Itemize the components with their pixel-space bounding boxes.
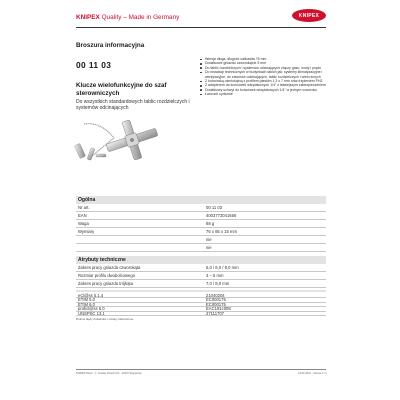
feature-item: Dodatkowe gniazdo czworokątne 5 mm <box>199 61 327 65</box>
product-title: Klucze wielofunkcyjne do szaf sterowniczych <box>76 82 167 97</box>
classification-table <box>76 293 326 316</box>
article-number: 00 11 03 <box>76 60 112 70</box>
header-rule <box>76 27 326 28</box>
table-row: proficl@ss 6.0 EAC191c008 <box>76 307 326 312</box>
document-type: Broszura informacyjna <box>76 42 145 49</box>
footer-page-info: 10.03.2021 · Strona 1 / 1 <box>298 372 327 375</box>
product-subtitle: Do wszystkich standardowych tablic rozdzielczych i systemów odcinających <box>76 99 190 111</box>
feature-item: Z adapterem do końcówek wkrętakowych 1/4" z łatwiejszym zabezpieczeniem <box>199 83 327 87</box>
table-row: Waga 88 g <box>76 220 326 228</box>
feature-item: Wersja długa, długość całkowita 76 mm <box>199 57 327 61</box>
table-row: ETIM 6.0 EC000175 <box>76 303 326 308</box>
table-row: Wymiary 76 x 85 x 15 mm <box>76 228 326 236</box>
footer-company: KNIPEX-Werk · C. Gustav Putsch KG · 42337 Wuppertal <box>76 372 142 375</box>
table-row: nie <box>76 244 326 252</box>
disclaimer-note: Drobne błędy drukarskie i zmiany zastrzeżone. <box>76 317 134 321</box>
section-divider <box>76 290 326 292</box>
table-row: Zakres pracy gniazda czworokąta 5,0 / 6,0 / 8,0 mm <box>76 264 326 272</box>
feature-item: Łańcuch cynkowe <box>199 92 327 96</box>
table-row: UNSPSC 13.1 27111707 <box>76 312 326 317</box>
feature-item: Do tablic rozdzielczych i systemów odcinających złączy gazu, wody i prądu <box>199 66 327 70</box>
feature-item: Do instalacji technicznych w budynkach takich jak: systemy klimatyzacyjne i wentylacyjne, do zaworów odcinających, tablic rozdzielczych i wielu innych <box>199 70 327 79</box>
table-row: EAN 4003773041656 <box>76 212 326 220</box>
table-row: ETIM 5.0 EC000175 <box>76 298 326 303</box>
product-image <box>74 118 174 164</box>
feature-item: Dodatkowy uchwyt do końcówek wkrętakowych 1/4" w jednym czworoku <box>199 88 327 92</box>
table-row: eCl@ss 5.1.4 21040204 <box>76 293 326 298</box>
general-heading: Ogólna <box>76 196 326 204</box>
knipex-logo: KNIPEX <box>292 9 326 22</box>
header-brand: KNIPEX Quality – Made in Germany <box>76 14 180 21</box>
general-table <box>76 204 326 252</box>
table-row: Zakres pracy gniazda trójkąta 7,0 / 8,0 mm <box>76 280 326 288</box>
table-row: Nr art. 00 11 03 <box>76 204 326 212</box>
feature-list <box>199 57 327 97</box>
technical-table <box>76 264 326 288</box>
technical-heading: Atrybuty techniczne <box>76 256 326 264</box>
table-row: nie <box>76 236 326 244</box>
table-row: Rozmiar profilu dwubolcowego 3 – 5 mm <box>76 272 326 280</box>
feature-item: Z końcówką ośmiokątną z profilem płaskim 1,3 x 7 mm oraz trzpieniem PH2 <box>199 79 327 83</box>
